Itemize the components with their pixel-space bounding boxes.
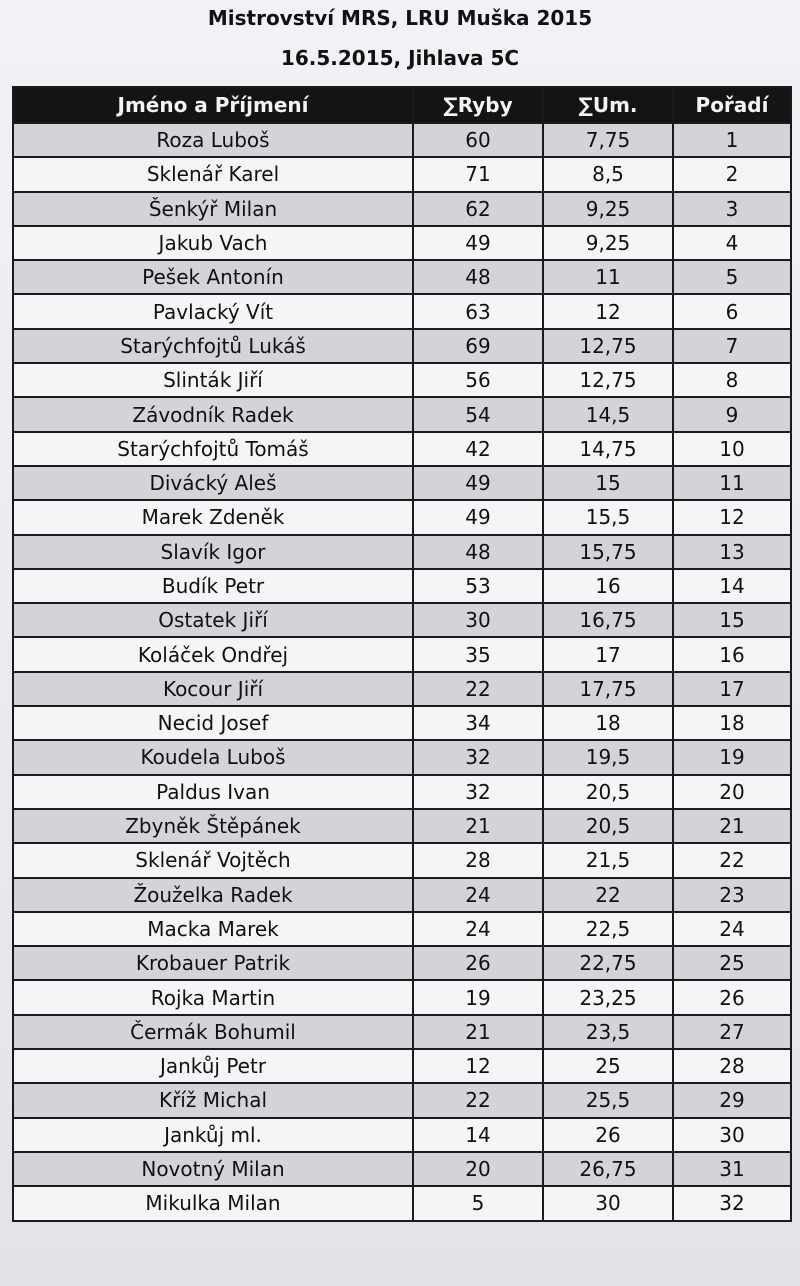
cell-fish: 24 [413, 912, 543, 946]
cell-rank: 15 [673, 603, 791, 637]
cell-placement-sum: 17,75 [543, 672, 673, 706]
cell-rank: 27 [673, 1015, 791, 1049]
cell-name: Sklenář Karel [13, 157, 413, 191]
cell-fish: 24 [413, 878, 543, 912]
column-header-name: Jméno a Příjmení [13, 87, 413, 123]
header-row [13, 87, 791, 123]
cell-placement-sum: 20,5 [543, 775, 673, 809]
cell-fish: 42 [413, 432, 543, 466]
cell-fish: 56 [413, 363, 543, 397]
cell-rank: 14 [673, 569, 791, 603]
cell-rank: 3 [673, 192, 791, 226]
cell-placement-sum: 20,5 [543, 809, 673, 843]
cell-rank: 30 [673, 1118, 791, 1152]
cell-fish: 26 [413, 946, 543, 980]
cell-name: Koláček Ondřej [13, 637, 413, 671]
table-row [13, 329, 791, 363]
cell-name: Slinták Jiří [13, 363, 413, 397]
table-row [13, 706, 791, 740]
cell-fish: 69 [413, 329, 543, 363]
cell-name: Starýchfojtů Tomáš [13, 432, 413, 466]
table-row [13, 1049, 791, 1083]
cell-name: Zbyněk Štěpánek [13, 809, 413, 843]
table-row [13, 226, 791, 260]
cell-fish: 22 [413, 672, 543, 706]
table-row [13, 603, 791, 637]
cell-name: Kocour Jiří [13, 672, 413, 706]
cell-fish: 21 [413, 809, 543, 843]
cell-rank: 12 [673, 500, 791, 534]
cell-fish: 60 [413, 123, 543, 157]
cell-placement-sum: 7,75 [543, 123, 673, 157]
table-row [13, 912, 791, 946]
cell-placement-sum: 9,25 [543, 226, 673, 260]
table-row [13, 397, 791, 431]
cell-rank: 25 [673, 946, 791, 980]
table-row [13, 157, 791, 191]
table-row [13, 466, 791, 500]
cell-name: Rojka Martin [13, 980, 413, 1014]
table-row [13, 775, 791, 809]
cell-placement-sum: 16 [543, 569, 673, 603]
cell-fish: 49 [413, 466, 543, 500]
table-row [13, 980, 791, 1014]
cell-placement-sum: 12,75 [543, 363, 673, 397]
cell-placement-sum: 25,5 [543, 1083, 673, 1117]
cell-name: Jankůj ml. [13, 1118, 413, 1152]
cell-placement-sum: 22 [543, 878, 673, 912]
cell-name: Kříž Michal [13, 1083, 413, 1117]
cell-placement-sum: 12,75 [543, 329, 673, 363]
cell-fish: 48 [413, 535, 543, 569]
cell-rank: 4 [673, 226, 791, 260]
cell-name: Sklenář Vojtěch [13, 843, 413, 877]
cell-name: Žouželka Radek [13, 878, 413, 912]
cell-rank: 2 [673, 157, 791, 191]
cell-name: Šenkýř Milan [13, 192, 413, 226]
cell-fish: 12 [413, 1049, 543, 1083]
cell-rank: 31 [673, 1152, 791, 1186]
cell-fish: 5 [413, 1186, 543, 1220]
table-row [13, 363, 791, 397]
cell-rank: 1 [673, 123, 791, 157]
table-row [13, 878, 791, 912]
cell-fish: 14 [413, 1118, 543, 1152]
cell-name: Novotný Milan [13, 1152, 413, 1186]
cell-name: Jankůj Petr [13, 1049, 413, 1083]
cell-rank: 16 [673, 637, 791, 671]
cell-placement-sum: 23,25 [543, 980, 673, 1014]
cell-name: Slavík Igor [13, 535, 413, 569]
table-row [13, 637, 791, 671]
column-header-fish: ∑Ryby [413, 87, 543, 123]
cell-rank: 19 [673, 740, 791, 774]
column-header-rank: Pořadí [673, 87, 791, 123]
cell-placement-sum: 9,25 [543, 192, 673, 226]
cell-name: Marek Zdeněk [13, 500, 413, 534]
table-row [13, 294, 791, 328]
cell-name: Starýchfojtů Lukáš [13, 329, 413, 363]
table-row [13, 535, 791, 569]
cell-rank: 10 [673, 432, 791, 466]
cell-fish: 32 [413, 775, 543, 809]
cell-name: Koudela Luboš [13, 740, 413, 774]
cell-placement-sum: 18 [543, 706, 673, 740]
cell-rank: 8 [673, 363, 791, 397]
cell-placement-sum: 14,5 [543, 397, 673, 431]
cell-placement-sum: 15,75 [543, 535, 673, 569]
cell-placement-sum: 26 [543, 1118, 673, 1152]
cell-fish: 32 [413, 740, 543, 774]
table-row [13, 809, 791, 843]
results-table [12, 86, 792, 1222]
cell-fish: 21 [413, 1015, 543, 1049]
cell-fish: 63 [413, 294, 543, 328]
table-row [13, 843, 791, 877]
cell-rank: 7 [673, 329, 791, 363]
cell-rank: 20 [673, 775, 791, 809]
cell-fish: 28 [413, 843, 543, 877]
cell-name: Necid Josef [13, 706, 413, 740]
cell-rank: 21 [673, 809, 791, 843]
cell-name: Divácký Aleš [13, 466, 413, 500]
cell-placement-sum: 16,75 [543, 603, 673, 637]
table-row [13, 500, 791, 534]
cell-name: Pešek Antonín [13, 260, 413, 294]
cell-rank: 11 [673, 466, 791, 500]
cell-name: Pavlacký Vít [13, 294, 413, 328]
cell-placement-sum: 26,75 [543, 1152, 673, 1186]
cell-fish: 48 [413, 260, 543, 294]
cell-placement-sum: 12 [543, 294, 673, 328]
cell-placement-sum: 21,5 [543, 843, 673, 877]
table-row [13, 672, 791, 706]
cell-rank: 9 [673, 397, 791, 431]
table-row [13, 432, 791, 466]
cell-rank: 23 [673, 878, 791, 912]
cell-fish: 71 [413, 157, 543, 191]
table-row [13, 260, 791, 294]
cell-name: Macka Marek [13, 912, 413, 946]
cell-rank: 26 [673, 980, 791, 1014]
cell-placement-sum: 11 [543, 260, 673, 294]
cell-placement-sum: 22,5 [543, 912, 673, 946]
cell-name: Budík Petr [13, 569, 413, 603]
cell-fish: 62 [413, 192, 543, 226]
table-row [13, 1152, 791, 1186]
cell-fish: 20 [413, 1152, 543, 1186]
cell-name: Závodník Radek [13, 397, 413, 431]
column-header-placement-sum: ∑Um. [543, 87, 673, 123]
cell-placement-sum: 17 [543, 637, 673, 671]
cell-name: Jakub Vach [13, 226, 413, 260]
table-row [13, 740, 791, 774]
cell-rank: 6 [673, 294, 791, 328]
sheet-subtitle: 16.5.2015, Jihlava 5C [280, 46, 520, 70]
cell-placement-sum: 8,5 [543, 157, 673, 191]
cell-rank: 24 [673, 912, 791, 946]
table-row [13, 192, 791, 226]
cell-name: Paldus Ivan [13, 775, 413, 809]
table-row [13, 946, 791, 980]
table-row [13, 123, 791, 157]
cell-placement-sum: 22,75 [543, 946, 673, 980]
cell-rank: 32 [673, 1186, 791, 1220]
cell-rank: 13 [673, 535, 791, 569]
cell-fish: 34 [413, 706, 543, 740]
cell-placement-sum: 14,75 [543, 432, 673, 466]
table-row [13, 1186, 791, 1220]
cell-rank: 5 [673, 260, 791, 294]
cell-rank: 17 [673, 672, 791, 706]
cell-fish: 22 [413, 1083, 543, 1117]
cell-rank: 28 [673, 1049, 791, 1083]
table-row [13, 1083, 791, 1117]
cell-fish: 53 [413, 569, 543, 603]
cell-fish: 19 [413, 980, 543, 1014]
results-body [13, 123, 791, 1221]
cell-rank: 22 [673, 843, 791, 877]
cell-placement-sum: 23,5 [543, 1015, 673, 1049]
cell-name: Mikulka Milan [13, 1186, 413, 1220]
cell-placement-sum: 25 [543, 1049, 673, 1083]
cell-name: Roza Luboš [13, 123, 413, 157]
cell-fish: 30 [413, 603, 543, 637]
cell-placement-sum: 15 [543, 466, 673, 500]
sheet-title: Mistrovství MRS, LRU Muška 2015 [207, 6, 593, 30]
cell-fish: 54 [413, 397, 543, 431]
cell-name: Čermák Bohumil [13, 1015, 413, 1049]
cell-placement-sum: 30 [543, 1186, 673, 1220]
cell-placement-sum: 15,5 [543, 500, 673, 534]
table-row [13, 569, 791, 603]
cell-rank: 18 [673, 706, 791, 740]
cell-rank: 29 [673, 1083, 791, 1117]
cell-fish: 49 [413, 226, 543, 260]
cell-placement-sum: 19,5 [543, 740, 673, 774]
cell-name: Ostatek Jiří [13, 603, 413, 637]
cell-fish: 35 [413, 637, 543, 671]
cell-fish: 49 [413, 500, 543, 534]
table-row [13, 1015, 791, 1049]
table-row [13, 1118, 791, 1152]
cell-name: Krobauer Patrik [13, 946, 413, 980]
